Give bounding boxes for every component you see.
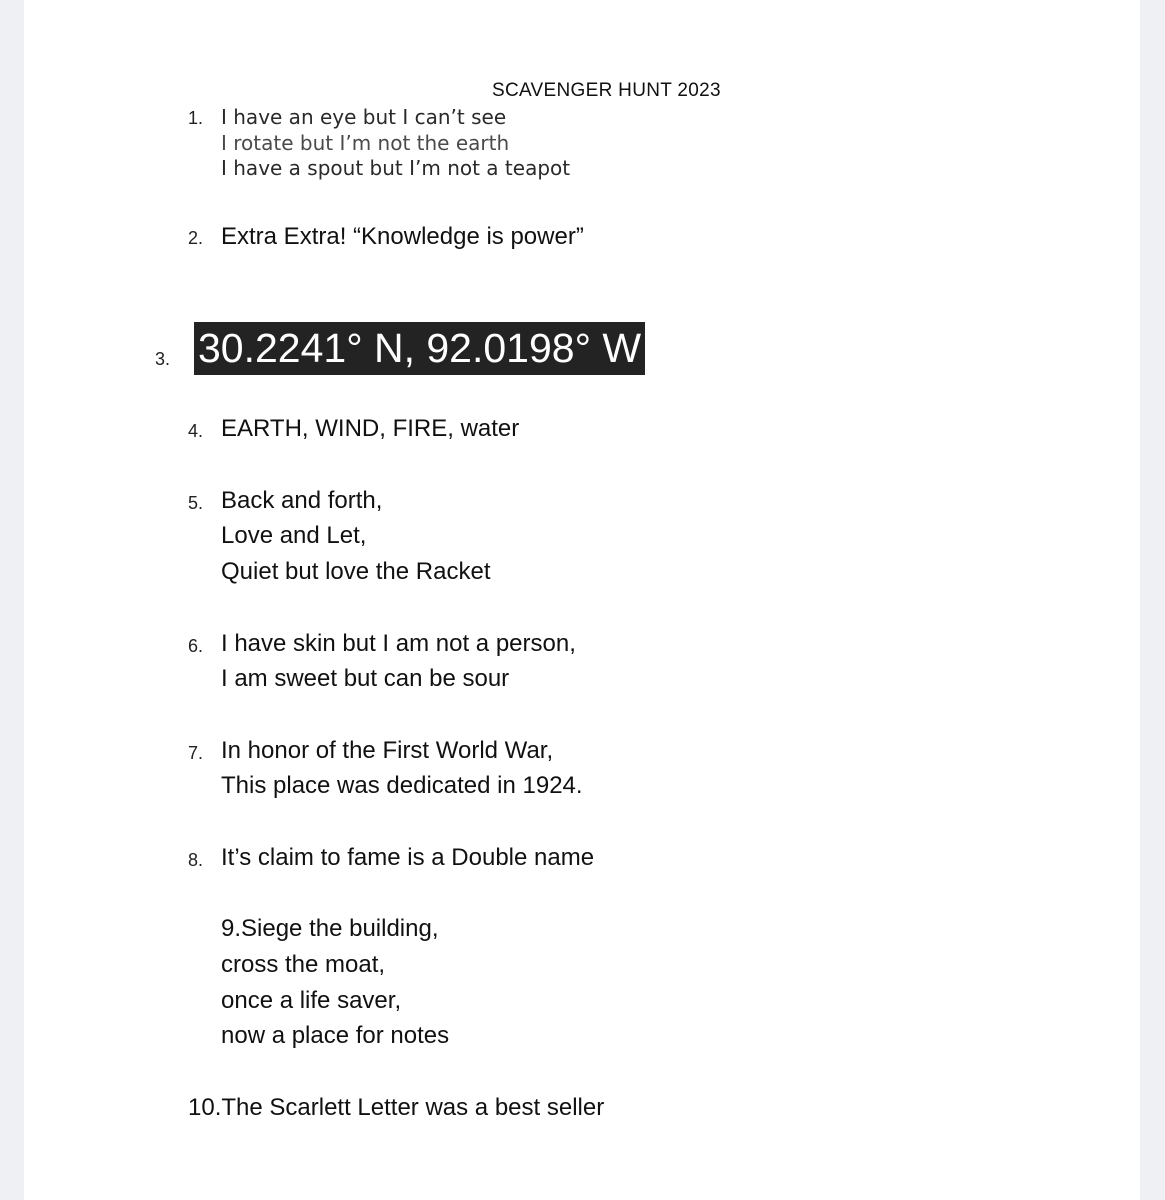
item-6-number: 6. [188, 636, 204, 656]
item-7-number: 7. [188, 743, 204, 763]
item-7-line-2: This place was dedicated in 1924. [221, 772, 583, 799]
item-10-line-1: 10.The Scarlett Letter was a best seller [188, 1094, 605, 1121]
item-9-line-2: cross the moat, [221, 951, 386, 978]
document-page [24, 0, 1140, 1200]
item-1-line-2: I rotate but I’m not the earth [221, 131, 510, 155]
item-5-line-3: Quiet but love the Racket [221, 558, 491, 585]
item-1-line-1: I have an eye but I can’t see [221, 105, 507, 129]
item-7-line-1: In honor of the First World War, [221, 737, 554, 764]
item-9-line-3: once a life saver, [221, 987, 402, 1014]
item-5-line-2: Love and Let, [221, 522, 367, 549]
page-title: SCAVENGER HUNT 2023 [492, 80, 721, 101]
item-9-line-1: 9.Siege the building, [221, 915, 439, 942]
item-3-number: 3. [155, 349, 171, 369]
item-4-line-1: EARTH, WIND, FIRE, water [221, 415, 520, 442]
coordinates-highlight: 30.2241° N, 92.0198° W [194, 322, 645, 375]
item-1-number: 1. [188, 108, 204, 128]
item-2-number: 2. [188, 228, 204, 248]
item-6-line-1: I have skin but I am not a person, [221, 630, 576, 657]
item-5-line-1: Back and forth, [221, 487, 383, 514]
item-1-line-3: I have a spout but I’m not a teapot [221, 156, 571, 180]
item-8-number: 8. [188, 850, 204, 870]
item-6-line-2: I am sweet but can be sour [221, 665, 510, 692]
item-4-number: 4. [188, 421, 204, 441]
item-5-number: 5. [188, 493, 204, 513]
item-2-line-1: Extra Extra! “Knowledge is power” [221, 223, 584, 250]
item-9-line-4: now a place for notes [221, 1022, 450, 1049]
item-8-line-1: It’s claim to fame is a Double name [221, 844, 595, 871]
